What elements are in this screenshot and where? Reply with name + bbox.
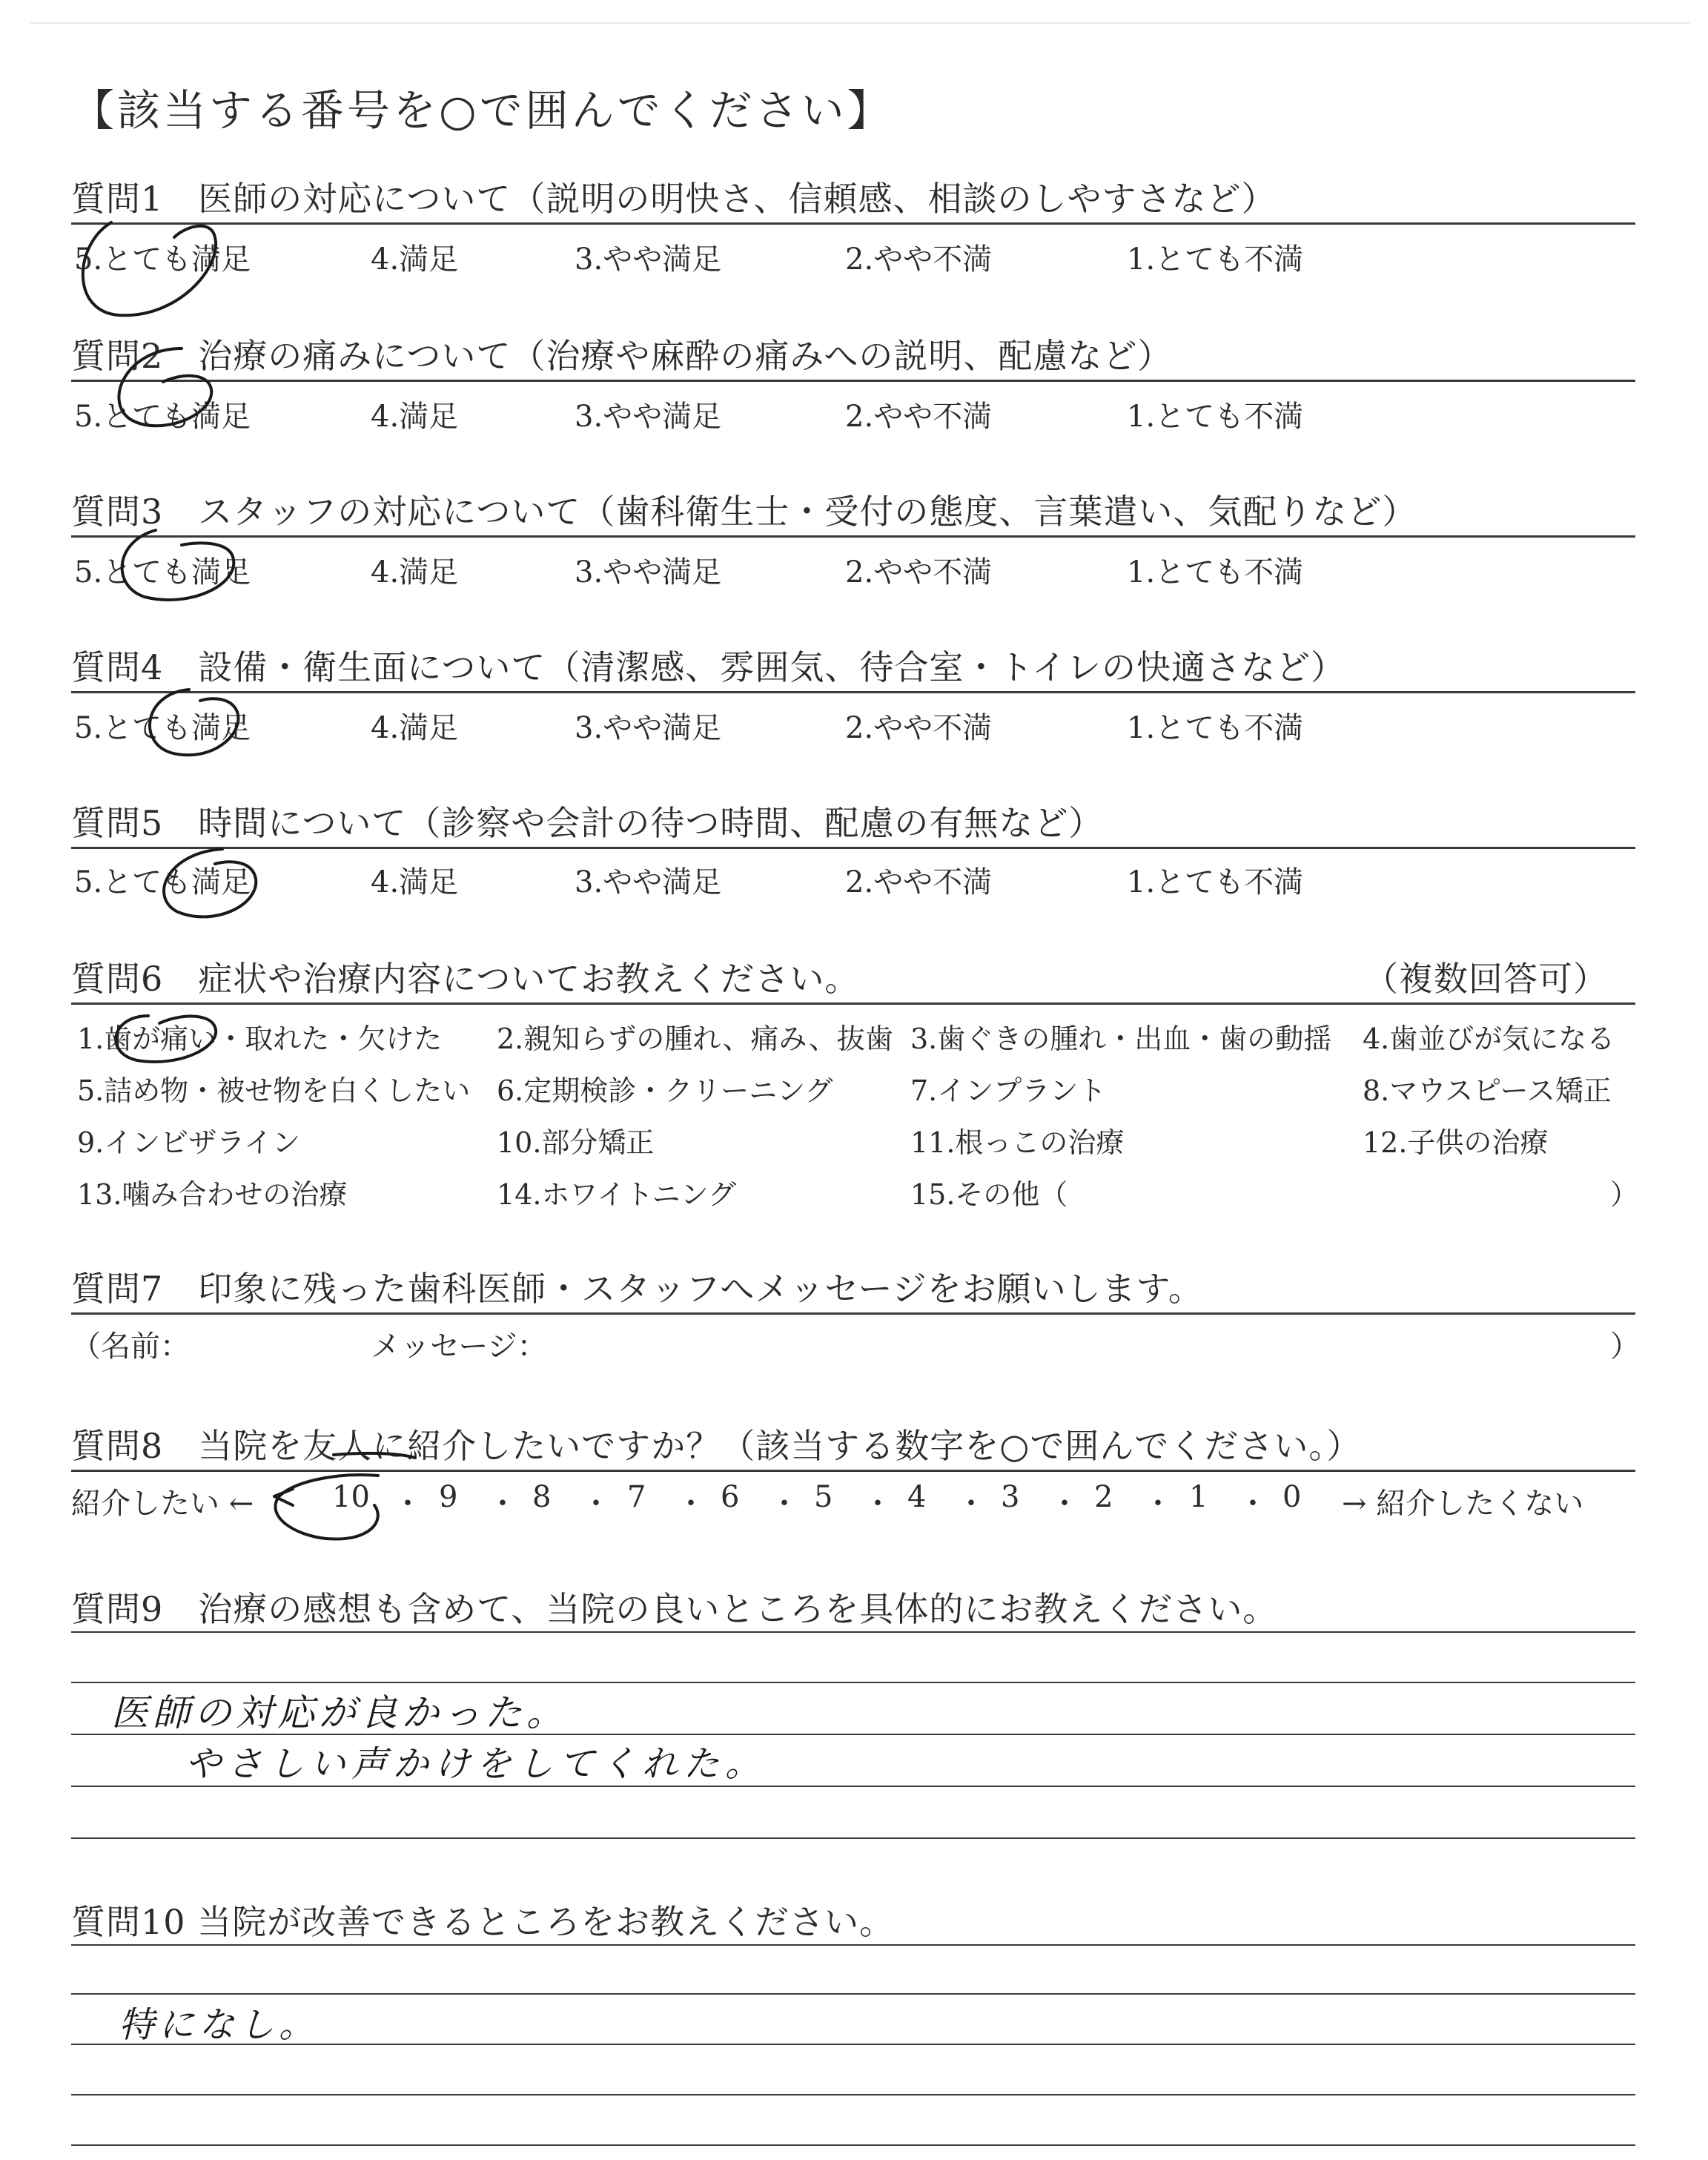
q4-option-1[interactable]: 1.とても不満 [1127,711,1304,745]
q8-score[interactable]: 9 [439,1480,458,1514]
q8-sep: ・ [676,1487,706,1521]
q6-item[interactable]: 5.詰め物・被せ物を白くしたい [77,1074,471,1107]
q5-option-3[interactable]: 3.やや満足 [575,865,722,899]
q8-sep: ・ [581,1487,611,1521]
q6-item[interactable]: 2.親知らずの腫れ、痛み、抜歯 [497,1023,893,1055]
q8-sep: ・ [1050,1487,1079,1521]
q3-option-2[interactable]: 2.やや不満 [845,555,993,589]
q6-item[interactable]: 10.部分矯正 [497,1126,655,1159]
q8-sep: ・ [769,1487,799,1521]
q5-circle-mark [164,849,256,916]
q8-score[interactable]: 1 [1189,1480,1208,1514]
q6-item[interactable]: 8.マウスピース矯正 [1363,1074,1612,1107]
q8-score[interactable]: 2 [1094,1480,1113,1514]
q5-title: 質問5 時間について（診察や会計の待つ時間、配慮の有無など） [71,803,1104,843]
q1-option-4[interactable]: 4.満足 [371,242,459,277]
q1-circle-mark [83,222,216,315]
q1-option-2[interactable]: 2.やや不満 [845,242,993,277]
q3-circle-mark [122,530,234,600]
q7-close: ） [1610,1330,1640,1364]
q7-title: 質問7 印象に残った歯科医師・スタッフへメッセージをお願いします。 [71,1269,1203,1309]
q8-score[interactable]: 5 [814,1480,833,1514]
q1-option-3[interactable]: 3.やや満足 [575,242,722,277]
q5-option-1[interactable]: 1.とても不満 [1127,865,1304,899]
q6-item[interactable]: 6.定期検診・クリーニング [497,1074,833,1107]
page-heading: 【該当する番号を○で囲んでください】 [71,85,893,136]
q8-score[interactable]: 10 [332,1480,370,1514]
q7-name-field[interactable]: （名前： [71,1330,190,1364]
q3-title: 質問3 スタッフの対応について（歯科衛生士・受付の態度、言葉遣い、気配りなど） [71,492,1417,532]
q3-option-4[interactable]: 4.満足 [371,555,459,589]
q5-option-4[interactable]: 4.満足 [371,865,459,899]
q4-option-2[interactable]: 2.やや不満 [845,711,993,745]
q8-right-label: → 紹介したくない [1342,1487,1584,1521]
q8-circle-mark [275,1475,378,1539]
q3-option-1[interactable]: 1.とても不満 [1127,555,1304,589]
q4-circle-mark [150,690,238,755]
q9-handwritten-answer-2[interactable]: やさしい声かけをしてくれた。 [185,1743,767,1785]
q6-item[interactable]: 7.インプラント [910,1074,1107,1107]
q6-circle-mark [116,1016,216,1062]
q8-sep: ・ [956,1487,986,1521]
q2-circle-mark [119,349,211,426]
q3-option-3[interactable]: 3.やや満足 [575,555,722,589]
q8-score[interactable]: 0 [1282,1480,1302,1514]
q4-option-4[interactable]: 4.満足 [371,711,459,745]
q8-sep: ・ [488,1487,517,1521]
q6-item[interactable]: 12.子供の治療 [1363,1126,1549,1159]
q6-item[interactable]: 14.ホワイトニング [497,1178,737,1211]
q8-score[interactable]: 7 [627,1480,646,1514]
q10-title: 質問10 当院が改善できるところをお教えください。 [71,1902,895,1942]
q6-item[interactable]: 9.インビザライン [77,1126,301,1159]
q2-option-2[interactable]: 2.やや不満 [845,400,993,434]
q6-item[interactable]: 13.噛み合わせの治療 [77,1178,348,1211]
q4-option-3[interactable]: 3.やや満足 [575,711,722,745]
q2-option-1[interactable]: 1.とても不満 [1127,400,1304,434]
q4-title: 質問4 設備・衛生面について（清潔感、雰囲気、待合室・トイレの快適さなど） [71,647,1346,687]
q6-item[interactable]: 3.歯ぐきの腫れ・出血・歯の動揺 [910,1023,1332,1055]
q1-option-5[interactable]: 5.とても満足 [74,242,251,277]
q10-handwritten-answer[interactable]: 特になし。 [119,2004,320,2046]
q3-option-5[interactable]: 5.とても満足 [74,555,251,589]
q8-score[interactable]: 4 [907,1480,927,1514]
q2-option-3[interactable]: 3.やや満足 [575,400,722,434]
q5-option-2[interactable]: 2.やや不満 [845,865,993,899]
q6-title: 質問6 症状や治療内容についてお教えください。 [71,959,860,999]
q6-item[interactable]: 11.根っこの治療 [910,1126,1125,1159]
q1-option-1[interactable]: 1.とても不満 [1127,242,1304,277]
q8-friend-underline [334,1453,415,1458]
q8-score[interactable]: 8 [532,1480,552,1514]
q8-score[interactable]: 6 [721,1480,740,1514]
q6-other-close: ） [1610,1178,1639,1211]
q1-title: 質問1 医師の対応について（説明の明快さ、信頼感、相談のしやすさなど） [71,179,1277,219]
q8-title: 質問8 当院を友人に紹介したいですか？（該当する数字を○で囲んでください。） [71,1426,1362,1466]
q5-option-5[interactable]: 5.とても満足 [74,865,251,899]
q8-score[interactable]: 3 [1001,1480,1020,1514]
q6-item[interactable]: 1.歯が痛い・取れた・欠けた [77,1023,443,1055]
q7-message-field[interactable]: メッセージ： [371,1330,547,1364]
q8-left-label: 紹介したい ← [71,1487,254,1521]
q4-option-5[interactable]: 5.とても満足 [74,711,251,745]
q6-item[interactable]: 4.歯並びが気になる [1363,1023,1615,1055]
q6-multiple-note: （複数回答可） [1364,959,1608,999]
q8-sep: ・ [1238,1487,1268,1521]
q2-option-4[interactable]: 4.満足 [371,400,459,434]
q8-sep: ・ [393,1487,423,1521]
q9-title: 質問9 治療の感想も含めて、当院の良いところを具体的にお教えください。 [71,1589,1278,1629]
q6-item[interactable]: 15.その他（ [910,1178,1068,1211]
q8-sep: ・ [863,1487,893,1521]
q9-handwritten-answer-1[interactable]: 医師の対応が良かった。 [111,1691,568,1734]
q2-option-5[interactable]: 5.とても満足 [74,400,251,434]
q8-sep: ・ [1143,1487,1173,1521]
q2-title: 質問2 治療の痛みについて（治療や麻酔の痛みへの説明、配慮など） [71,336,1173,376]
